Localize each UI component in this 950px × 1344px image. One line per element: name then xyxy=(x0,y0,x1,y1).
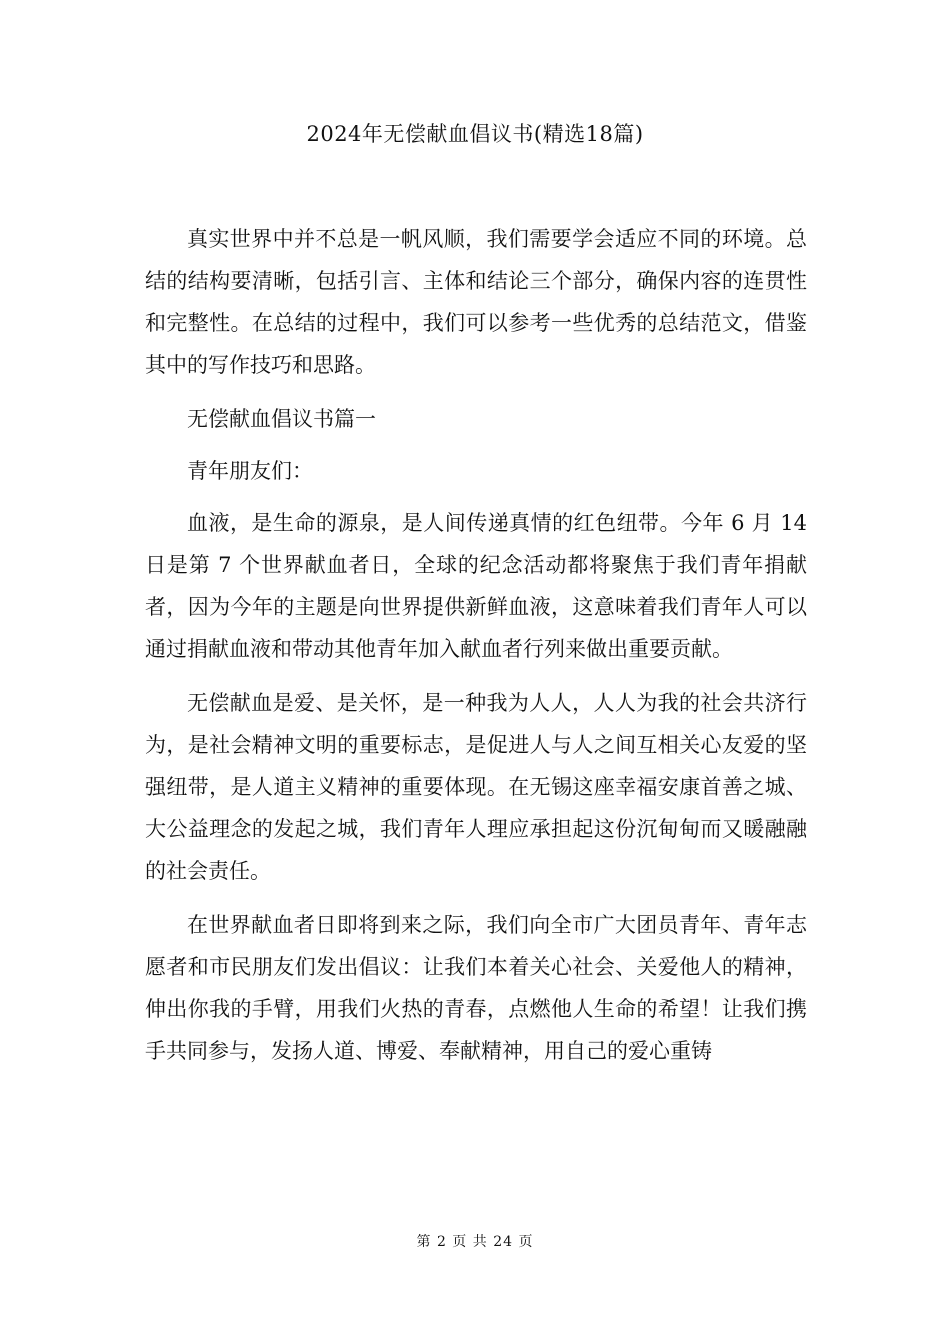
document-body xyxy=(145,218,807,1084)
paragraph-donation: 无偿献血是爱、是关怀，是一种我为人人，人人为我的社会共济行为，是社会精神文明的重要标志，是促进人与人之间互相关心友爱的坚强纽带，是人道主义精神的重要体现。在无锡这座幸福安康首善之城、大公益理念的发起之城，我们青年人理应承担起这份沉甸甸而又暖融融的社会责任。 xyxy=(145,691,807,883)
page-footer: 第 2 页 共 24 页 xyxy=(416,1234,534,1250)
section-heading: 无偿献血倡议书篇一 xyxy=(187,407,376,431)
paragraph-blood: 血液，是生命的源泉，是人间传递真情的红色纽带。今年 6 月 14 日是第 7 个世界献血者日，全球的纪念活动都将聚焦于我们青年捐献者，因为今年的主题是向世界提供新鲜血液，这意味着我们青年人可以通过捐献血液和带动其他青年加入献血者行列来做出重要贡献。 xyxy=(145,511,807,661)
paragraph-intro: 真实世界中并不总是一帆风顺，我们需要学会适应不同的环境。总结的结构要清晰，包括引言、主体和结论三个部分，确保内容的连贯性和完整性。在总结的过程中，我们可以参考一些优秀的总结范文，借鉴其中的写作技巧和思路。 xyxy=(145,227,807,377)
salutation: 青年朋友们： xyxy=(187,459,313,483)
paragraph-appeal: 在世界献血者日即将到来之际，我们向全市广大团员青年、青年志愿者和市民朋友们发出倡议：让我们本着关心社会、关爱他人的精神，伸出你我的手臂，用我们火热的青春，点燃他人生命的希望！让我们携手共同参与，发扬人道、博爱、奉献精神，用自己的爱心重铸 xyxy=(145,913,807,1063)
document-title: 2024年无偿献血倡议书(精选18篇) xyxy=(306,122,644,146)
